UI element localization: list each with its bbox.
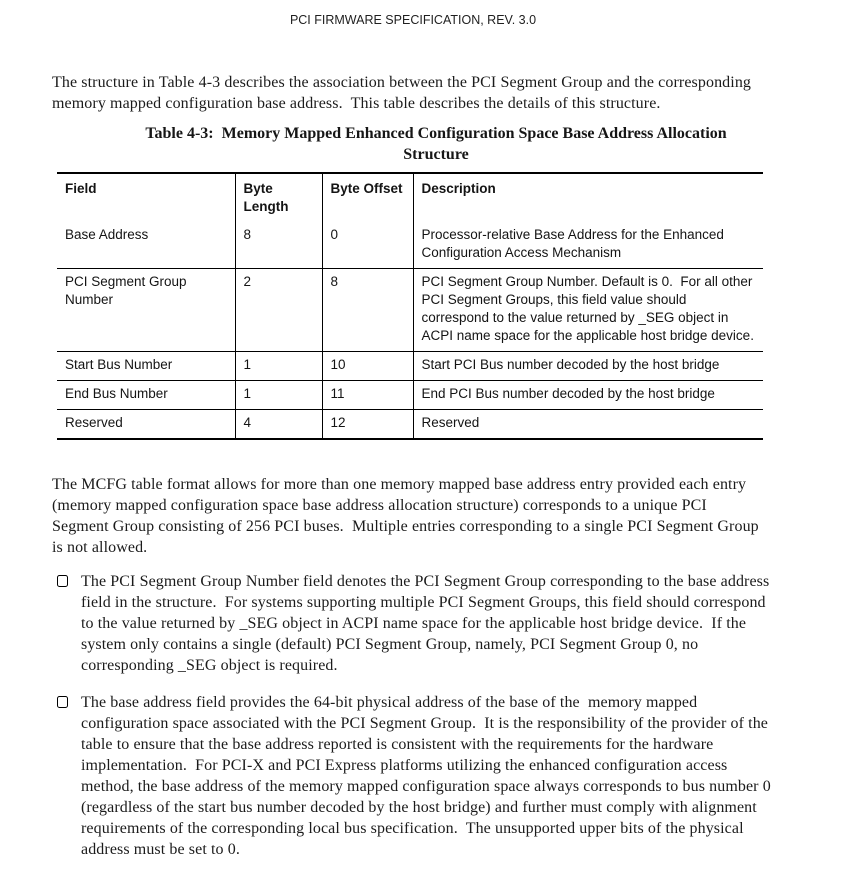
- list-item: [57, 571, 781, 676]
- cell-byte-length: 1: [235, 352, 322, 381]
- column-header-description: Description: [413, 173, 763, 222]
- cell-byte-length: 2: [235, 269, 322, 352]
- table-row: [57, 222, 763, 269]
- square-bullet-icon: [57, 575, 68, 587]
- table-row: [57, 381, 763, 410]
- cell-field: Start Bus Number: [65, 357, 173, 372]
- cell-byte-offset: 8: [322, 269, 413, 352]
- bullet-text-segment-group: The PCI Segment Group Number field denotes the PCI Segment Group corresponding to the base address field in the structure. For systems supporting multiple PCI Segment Groups, this field should correspond to the value returned by _SEG object in ACPI name space for the applicable host bridge device. If the system only contains a single (default) PCI Segment Group, namely, PCI Segment Group 0, no corresponding _SEG object is required.: [81, 573, 774, 674]
- base-address-allocation-table: [57, 172, 763, 440]
- cell-byte-offset: 12: [322, 410, 413, 440]
- column-header-field: Field: [65, 181, 97, 196]
- column-header-byte-offset: Byte Offset: [322, 173, 413, 222]
- cell-byte-offset: 10: [322, 352, 413, 381]
- cell-byte-offset: 0: [322, 222, 413, 269]
- running-header: PCI FIRMWARE SPECIFICATION, REV. 3.0: [289, 13, 537, 27]
- cell-byte-length: 4: [235, 410, 322, 440]
- cell-field: PCI Segment Group Number: [65, 274, 187, 307]
- table-row: [57, 352, 763, 381]
- table-header-row: [57, 173, 763, 222]
- mcfg-paragraph: The MCFG table format allows for more than one memory mapped base address entry provided each entry (memory mapped configuration space base address allocation structure) corresponds to a unique PCI Segment Group consisting of 256 PCI buses. Multiple entries corresponding to a single PCI Segment Group is not allowed.: [52, 476, 763, 556]
- cell-description: Reserved: [413, 410, 763, 440]
- cell-field: End Bus Number: [65, 386, 168, 401]
- cell-byte-offset: 11: [322, 381, 413, 410]
- cell-description: PCI Segment Group Number. Default is 0. For all other PCI Segment Groups, this field value should correspond to the value returned by _SEG object in ACPI name space for the applicable host bridge device.: [413, 269, 763, 352]
- intro-paragraph: The structure in Table 4-3 describes the association between the PCI Segment Group and the corresponding memory mapped configuration base address. This table describes the details of this structure.: [52, 74, 756, 112]
- list-item: [57, 692, 781, 860]
- page-content: [0, 72, 820, 860]
- cell-description: Processor-relative Base Address for the Enhanced Configuration Access Mechanism: [413, 222, 763, 269]
- table-row: [57, 410, 763, 440]
- square-bullet-icon: [57, 696, 68, 708]
- cell-field: Base Address: [65, 227, 149, 242]
- cell-description: End PCI Bus number decoded by the host bridge: [413, 381, 763, 410]
- bullet-text-base-address: The base address field provides the 64-bit physical address of the base of the memory mapped configuration space associated with the PCI Segment Group. It is the responsibility of the provider of the table to ensure that the base address reported is consistent with the requirements for the hardware implementation. For PCI-X and PCI Express platforms utilizing the enhanced configuration access method, the base address of the memory mapped configuration space always corresponds to bus number 0 (regardless of the start bus number decoded by the host bridge) and further must comply with alignment requirements of the corresponding local bus specification. The unsupported upper bits of the physical address must be set to 0.: [81, 694, 775, 858]
- table-caption: Table 4-3: Memory Mapped Enhanced Configuration Space Base Address Allocation Structure: [145, 125, 731, 163]
- cell-byte-length: 1: [235, 381, 322, 410]
- cell-field: Reserved: [65, 415, 123, 430]
- column-header-byte-length: Byte Length: [235, 173, 322, 222]
- table-row: [57, 269, 763, 352]
- cell-byte-length: 8: [235, 222, 322, 269]
- cell-description: Start PCI Bus number decoded by the host bridge: [413, 352, 763, 381]
